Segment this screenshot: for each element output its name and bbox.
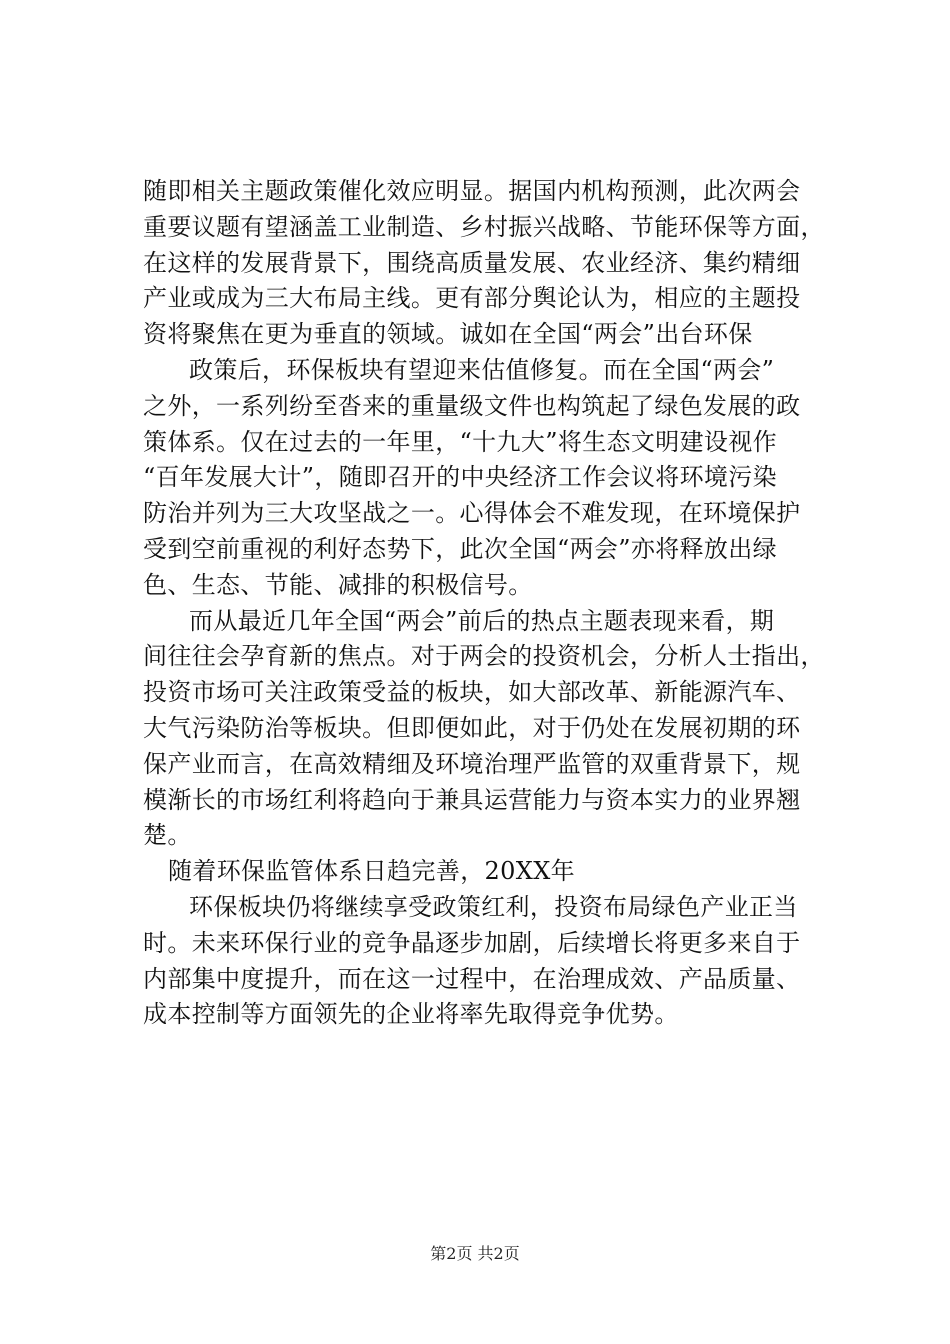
text-line: 策体系。仅在过去的一年里，“十九大”将生态文明建设视作 bbox=[143, 427, 777, 456]
text-line: 成本控制等方面领先的企业将率先取得竞争优势。 bbox=[143, 1000, 679, 1029]
text-line: 之外，一系列纷至沓来的重量级文件也构筑起了绿色发展的政 bbox=[143, 391, 801, 420]
text-line: “百年发展大计”，随即召开的中央经济工作会议将环境污染 bbox=[143, 463, 777, 492]
text-line: 重要议题有望涵盖工业制造、乡村振兴战略、节能环保等方面， bbox=[143, 212, 825, 241]
text-line: 保产业而言，在高效精细及环境治理严监管的双重背景下，规 bbox=[143, 749, 801, 778]
text-line: 间往往会孕育新的焦点。对于两会的投资机会，分析人士指出， bbox=[143, 642, 825, 671]
text-line: 随着环保监管体系日趋完善，20XX年 bbox=[168, 857, 576, 886]
text-line: 随即相关主题政策催化效应明显。据国内机构预测，此次两会 bbox=[143, 177, 801, 205]
text-line: 而从最近几年全国“两会”前后的热点主题表现来看，期 bbox=[189, 606, 775, 635]
text-line: 资将聚焦在更为垂直的领域。诚如在全国“两会”出台环保 bbox=[143, 320, 753, 349]
text-line: 环保板块仍将继续享受政策红利，投资布局绿色产业正当 bbox=[189, 892, 798, 921]
body-text bbox=[143, 174, 833, 1033]
text-line: 内部集中度提升，而在这一过程中，在治理成效、产品质量、 bbox=[143, 964, 801, 993]
text-line: 政策后，环保板块有望迎来估值修复。而在全国“两会” bbox=[189, 355, 775, 384]
text-line: 模渐长的市场红利将趋向于兼具运营能力与资本实力的业界翘 bbox=[143, 785, 801, 814]
page-footer bbox=[0, 1241, 950, 1264]
text-line: 时。未来环保行业的竞争晶逐步加剧，后续增长将更多来自于 bbox=[143, 928, 801, 957]
text-line: 产业或成为三大布局主线。更有部分舆论认为，相应的主题投 bbox=[143, 284, 801, 313]
text-line: 受到空前重视的利好态势下，此次全国“两会”亦将释放出绿 bbox=[143, 534, 777, 563]
text-line: 投资市场可关注政策受益的板块，如大部改革、新能源汽车、 bbox=[143, 678, 801, 707]
page-number: 第2页 共2页 bbox=[430, 1244, 520, 1263]
text-line: 在这样的发展背景下，围绕高质量发展、农业经济、集约精细 bbox=[143, 248, 801, 277]
text-line: 防治并列为三大攻坚战之一。心得体会不难发现，在环境保护 bbox=[143, 499, 801, 528]
text-line: 楚。 bbox=[143, 821, 192, 850]
text-line: 大气污染防治等板块。但即便如此，对于仍处在发展初期的环 bbox=[143, 713, 801, 742]
text-line: 色、生态、节能、减排的积极信号。 bbox=[143, 570, 533, 599]
